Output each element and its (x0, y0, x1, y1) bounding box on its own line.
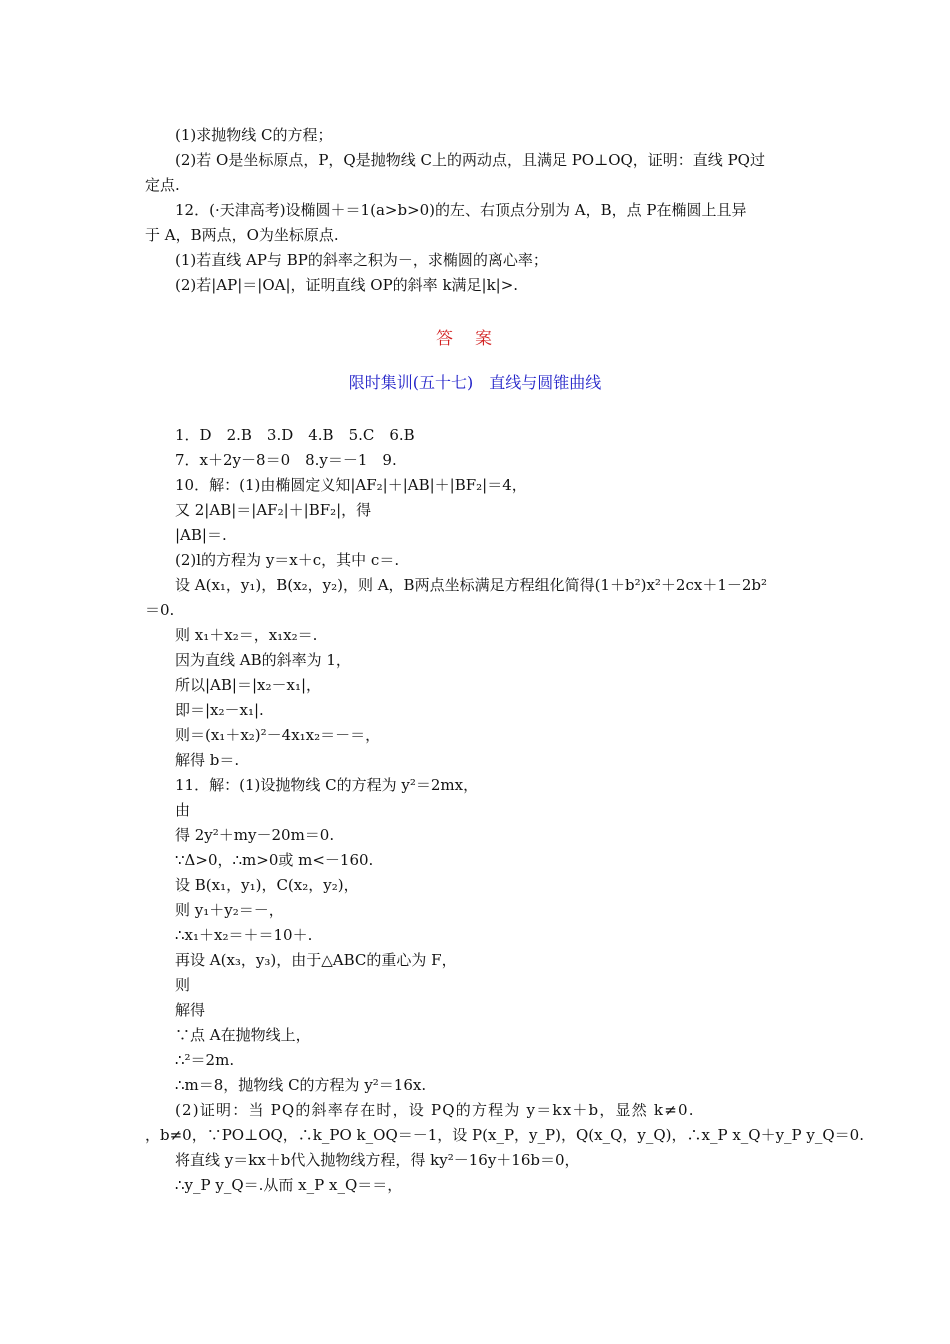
answer-line: (2)证明：当 PQ的斜率存在时，设 PQ的方程为 y＝kx＋b，显然 k≠0. (175, 1101, 695, 1119)
answer-line: 11．解：(1)设抛物线 C的方程为 y²＝2mx， (175, 776, 479, 794)
answer-line: 解得 (175, 1001, 206, 1019)
problem-12-stem: 12．(·天津高考)设椭圆＋＝1(a>b>0)的左、右顶点分别为 A，B，点 P在椭圆上且异 (175, 201, 747, 219)
answer-line: ∵Δ>0，∴m>0或 m<－160. (175, 851, 374, 869)
answer-line: 设 B(x₁，y₁)，C(x₂，y₂)， (175, 876, 359, 894)
answer-line: ∴m＝8，抛物线 C的方程为 y²＝16x. (175, 1076, 427, 1094)
answer-heading: 答案 (436, 329, 514, 349)
answer-line: 因为直线 AB的斜率为 1， (175, 651, 351, 669)
answer-line: |AB|＝. (175, 526, 227, 544)
answer-line: ＝0. (145, 601, 175, 619)
answer-line: 10．解：(1)由椭圆定义知|AF₂|＋|AB|＋|BF₂|＝4， (175, 476, 527, 494)
answer-line: ∴²＝2m. (175, 1051, 235, 1069)
answer-line: 将直线 y＝kx＋b代入抛物线方程，得 ky²－16y＋16b＝0， (175, 1151, 580, 1169)
answer-line: ∵点 A在抛物线上， (175, 1026, 311, 1044)
answer-line: 所以|AB|＝|x₂－x₁|， (175, 676, 322, 694)
answer-line: 设 A(x₁，y₁)，B(x₂，y₂)，则 A，B两点坐标满足方程组化简得(1＋b²)x²＋2cx＋1－2b² (175, 576, 768, 594)
answer-line: 再设 A(x₃，y₃)，由于△ABC的重心为 F， (175, 951, 457, 969)
answer-line: ∴y_P y_Q＝.从而 x_P x_Q＝＝， (175, 1176, 403, 1194)
answer-line: ，b≠0，∵PO⊥OQ，∴k_PO k_OQ＝－1，设 P(x_P，y_P)，Q(x_Q，y_Q)，∴x_P x_Q＋y_P y_Q＝0. (145, 1126, 864, 1144)
problem-12-part-1: (1)若直线 AP与 BP的斜率之积为－，求椭圆的离心率； (175, 251, 548, 269)
problem-11-part-2: (2)若 O是坐标原点，P，Q是抛物线 C上的两动点，且满足 PO⊥OQ，证明：直线 PQ过 (175, 151, 765, 169)
problem-11-part-1: (1)求抛物线 C的方程； (175, 126, 333, 144)
answer-line: 又 2|AB|＝|AF₂|＋|BF₂|，得 (175, 501, 372, 519)
answer-line: 则 y₁＋y₂＝－， (175, 901, 284, 919)
answer-line: 7．x＋2y－8＝0 8.y＝－1 9. (175, 451, 397, 469)
answer-line: 则 (175, 976, 191, 994)
answer-line: (2)l的方程为 y＝x＋c，其中 c＝. (175, 551, 400, 569)
answer-line: ∴x₁＋x₂＝＋＝10＋. (175, 926, 313, 944)
answer-line: 则 x₁＋x₂＝，x₁x₂＝. (175, 626, 318, 644)
answer-line: 则＝(x₁＋x₂)²－4x₁x₂＝－＝， (175, 726, 381, 744)
answer-line: 即＝|x₂－x₁|. (175, 701, 264, 719)
problem-12-stem-cont: 于 A，B两点，O为坐标原点. (145, 226, 339, 244)
answer-line: 由 (175, 801, 191, 819)
answer-line: 解得 b＝. (175, 751, 240, 769)
section-title: 限时集训(五十七) 直线与圆锥曲线 (348, 373, 602, 392)
problem-11-part-2-cont: 定点. (145, 176, 180, 194)
problem-12-part-2: (2)若|AP|＝|OA|，证明直线 OP的斜率 k满足|k|>. (175, 276, 519, 294)
answer-line: 1．D 2.B 3.D 4.B 5.C 6.B (175, 426, 415, 444)
answer-line: 得 2y²＋my－20m＝0. (175, 826, 335, 844)
